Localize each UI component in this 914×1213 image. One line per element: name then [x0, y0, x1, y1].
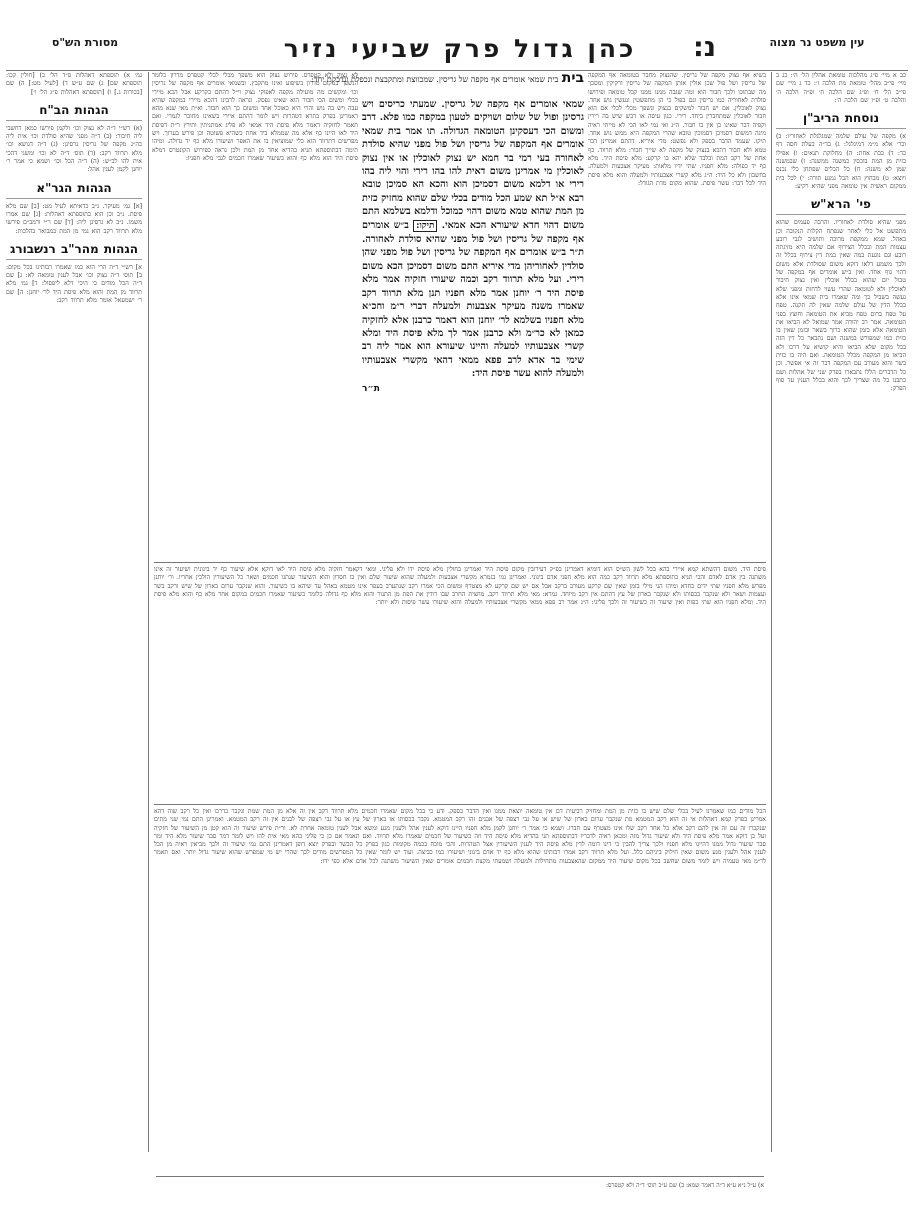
- gemara-top-text: בית שמאי אומרים אף מקפה של גריסין. שמכווצת ומתקבצת ונכפלת ונדבקת יחד:: [311, 75, 559, 84]
- rashi-commentary-lower: [154, 566, 766, 802]
- right-margin-column: [776, 72, 906, 1152]
- right-column-rule: [771, 72, 772, 1152]
- rashash-heading: הגהות מהר"ב רנשבורג: [6, 242, 142, 260]
- bach-heading: הגהות הב"ח: [6, 103, 142, 121]
- header-rule: [6, 70, 908, 71]
- piskei-text: מפני שהיא סולדת לאחוריו. והרבה פעמים שהוא מתפשט אל כלי לאחר שנפתח הקלות הנקובה וכן באהל. שמא ממקפת מרובה ותושיב לגבי רובע עצמות המת ובכלל הצירוף אם שלמה היא מזיגתה רובע וגם נוגעת במה שאין במת דין צירוף בכלל זה ולכך משמע דלאו דוקא משום שסולדת אלא משום דהוי גוף אחד. ואין ב״ש אומרים אף במקפה של טבול יום שהוא בכלל אוכלין ואין נצוק חיבור לאוכלין ולא לטומאה שהרי עשוי לדחות ומפני שלא נעשה בשביל כך ומה שאמרו בית שמאי אינו אלא בכלל הדין של עולם שלמה שאין לה תקנה. טפח על טפח ברום טפח מביא את הטומאה וחוצץ בפני הטומאה. אמר רב יהודה אמר שמואל לא הביאו את הטומאה אלא בזמן שהוא כרוך בשאר ובזמן שאין בו כזית כמו שמפורש במשנה ושם נתבאר כל דין הזה בכל מקום שלא הביאו והיא קושיא על דרכו ולא הביאו מן המקפה מכלל הטומאה. ואם היה בו כזית בשר והוא מעורב עם המקפה דבר זה אי אפשר. וכן כל הדברים הללו נתבארו בפרק שני של אהלות ושם כתבנו כל מה שצריך לכך והוא בכלל הענין עד סוף הפרק:: [776, 219, 906, 393]
- daf-number: נ:: [692, 32, 716, 63]
- gemara-end-word: ת״ר: [362, 383, 380, 394]
- ein-mishpat-label: עין משפט נר מצוה: [769, 36, 865, 49]
- masoret-text: גמ׳ א) תוספתא דאהלות פ״ד הל׳ ב) [חולין קכו: תוספתא שם] ג) שם ע״ש ד) [לעיל מט:] ה) שם [בכורות ג.] ו) [תוספתא דאהלות פ״ג הל׳ ו׳]: [6, 72, 142, 96]
- opening-word: בית: [561, 72, 584, 86]
- lower-rule: [154, 804, 766, 805]
- gemara-text-block: [362, 98, 584, 560]
- rashi-commentary-top: [588, 72, 766, 560]
- masoret-label: מסורת הש"ס: [51, 36, 119, 49]
- ein-mishpat-text: כב א מיי׳ פ״ג מהלכות טומאת אהלין הל׳ ה׳: כג ב מיי׳ פי״ב מהל׳ טומאת מת הלכה ז׳: כד ג מיי׳ שם פי״ב הל׳ ח׳ ופ״ג שם הלכה ח׳ ופ״ה הלכה ה׳ והלכה ט׳ ופ״ו שם הלכה ה׳:: [776, 72, 906, 104]
- gra-text: [א] גמ׳ מעיקר. נ״ב כדאיתא לעיל מט: [ב] שם מלא פיסת. נ״ב וכן הוא בתוספתא דאהלות: [ג] שם אמרו משמו. נ״ב לא גרסינן ליה: [ד] שם ר״י ורמב״ם פירשו מלא תרווד רקב הוא נמי מן המת כמבואר בהלכות:: [6, 202, 142, 235]
- piskei-heading: פי' הרא"ש: [776, 197, 906, 215]
- rashash-text: א] רש״י ד״ה הרי הוא כמו שאמרו רבותינו בכל מקום: ב] תוס׳ ד״ה נצוק וכו׳ אבל לענין טומאה לא: ג] שם ד״ה הכל מודים כי היכי דלא ליפסול: ד] גמ׳ מלא תרווד מן המת והוא מלא פיסת היד לר׳ יוחנן: ה] שם ר׳ ישמעאל אומר מלא תרווד רקב:: [6, 263, 142, 305]
- left-column-rule: [148, 72, 149, 1152]
- tosafot-commentary-top: [152, 72, 358, 560]
- gemara-paragraph-2: ב״ש אומרים אף מקפה של גריסין ושל פול מפני שהיא סולדת לאחורה. ת״ר ב״ש אומרים אף המקפה של גריסין ושל פול מפני שהן סולדין לאחוריהן מדי איריא התם משום דסמיכן הכא משום רירי. ועל מלא תרווד רקב וכמה שיעורו חזקיה אמר מלא פיסת היד ר׳ יוחנן אמר מלא חפניו תנן מלא תרווד רקב שאמרו משנה מעיקר אצבעות ולמעלה דברי ר״מ וחכ״א מלא חפניו בשלמא לר׳ יוחנן הוא דאמר כרבנן אלא לחזקיה כמאן לא כר״מ ולא כרבנן אמר לך מלא פיסת היד ומלא קשרי אצבעותיו למעלה והיינו שיעורא הוא אמר ליה רב שימי בר אדא לרב פפא ממאי דהאי מקשרי אצבעותיו ולמעלה להוא עשר פיסת היד:: [362, 219, 584, 380]
- footnote: א) ע״ל נ״א ע״א ד״ה דאמר שמא: ב) שם ע״ב תוס׳ ד״ה ולא קטפרס:: [605, 1182, 764, 1189]
- bach-text: (א) רש״י ד״ה לא נצוק וכו׳ ולקמן פירשו כמאן דחשבי ליה חיבור: (ב) ד״ה מפני שהיא סולדת וכו׳ אית ליה כה״ג מקפה של גריסין גרסינן: (ג) ד״ה דגושא וכו׳ מלא תרווד רקב: (ד) תוס׳ ד״ה לא וכו׳ ומשני דהכי אית להו לב״ש: (ה) ד״ה הכל וכו׳ ושמא כי אמר ר׳ יוחנן לקמן לענין אהל:: [6, 124, 142, 174]
- rashi-top-text: בשיא אף נצוק מקפה של גריסין. שהנצוק מחבר בטומאה אף המקפה של גריסין ושל פול שכן אולין אותן המקפה של גריסין ורקיקין ומסכך מה שבתוכו ולכך חבור הוא ומה שגבה ממנו ממנו קבל טומאה ופירושו סולדת לאחוריה כמו גריסין וגם בפול כי הן מתפשטין ונעשין גוש אחד. נצוק לאוכלין. אם יש חבור למשקים בנצוק ונשפך מכלי לכלי אם הוא חבור לאוכלין שמתחברין ביחד. רירי. כגון עיסה או דבש שיש בה רירין וקפיה דבר שאינו כן אין בו חבור. ה״ג ואי נמי לאו הכי לא מייתי ראיה מינה דמשום דסמיכן דסמוכין טובא שהרי המקפה היא ממש גוש אחד. תיקו. שעמד הדבר בספק ולא נפשט: מדי איריא. דהתם אמרינן דבר טמא ולא חבור דהכא בנצוק של מקפה לא שייך חבור: מלא תרווד. כף אחת של רקב המת ובלבד שלא יהא בו קרקע: מלא פיסת היד. מלא כף יד כפולה: מלא חפניו. שתי ידיו מלאות: מעיקר אצבעות ולמעלה. בחשבון ולא כל היד: ה״ג מלא קשרי אצבעותיו ולמעלה והוא מלא פיסת היד לכל דבר: עשר פיסת. שהוא מקום מדת הגודל:: [588, 72, 766, 187]
- tikun-label: תיקו:: [413, 220, 437, 232]
- tosafot-top-text: לא נצוק ולא קטפרס. פירוש נצוק הוא משפך מכלי לכלי קטפרס מדרון כלומר הנשפך במקום מדרון בשיפוע ואינו מתקבץ. ובשמאי אומרים אף מקפה של גריסין וכו׳ ומקשים מה מועילה מקפה לאפוקי נצוק וי״ל דהתם בקרקע אבל הכא מיירי בכלי ומשום הכי חבור הוא שאינו נפסק. ונראה לרבינו דהכא מיירי במקפה שהיא עבה ויש בה גוש והרי היא כאוכל אחד ומשום כך הוא חבור. וא״ת מאי שנא מהא דאמרינן בפרק בתרא דטהרות ויש לומר דהתם איירי בשאינו מחובר לגמרי. ואם תאמר לחזקיה דאמר מלא פיסת היד אמאי לא פליג אמתניתין ותירץ ר״ת דפיסת היד לאו היינו כף אלא מה שממלא ביד אחת כשהיא פשוטה וכן פירש בערוך. ויש מפרשים דתרווד הוא כלי שמוציאין בו את האפר ושיעורו מלא כף יד גדולה. ומיהו תימה דבתוספתא תניא בהדיא אחד מן המת ולכן נראה כפירוש הקונטרס דמלא פיסת היד הוא מלא כף והוא כשיעור שאמרו חכמים לגבי מלא חפניו:: [152, 72, 358, 162]
- page-title: כהן גדול פרק שביעי נזיר: [283, 34, 637, 63]
- footnote-rule: [156, 1176, 764, 1177]
- gemara-paragraph-1: שמאי אומרים אף מקפה של גריסין. שמעתי כריסים ויש גרסינן ופול של שלום ושויקים לטעון במקפה כמו פלא. דרב ומשום הכי דעסקינן הטומאה הגדולה. תו אמר בית שמאי אומרים אף המקפה של גריסין ושל פול מפני שהיא סולדת לאחורה בעי רמי בר חמא יש נצוק לאוכלין או אין נצוק לאוכלין מי אמרינן משום דאית להו בהו רירי והוי ליה בהו רירי או דלמא משום דסמיכן הוא והכא הא סמיכן טובא רבא א״ל תא שמע הכל מודים בכלי שלם שהוא מחזיק כזית מן המת שהוא טמא משום דהוי כמוכל ודלמא בשלמא התם משום דהוי חדא שיעורא הכא אמאי.: [362, 99, 584, 231]
- mid-rule: [154, 562, 766, 563]
- gra-heading: הגהות הגר"א: [6, 181, 142, 199]
- tosafot-low-text: הכל מודים כמו שאמרנו לעיל בכלי שלם שיש בו כזית מן המת ומחזיק רביעית דם אין טומאה יוצאת ממנו ואין הדבר בספק. ודע כי בכל מקום שאמרו חכמים מלא תרווד רקב אין זה אלא מן המת שמת ונקבר כדרכו ואין כל רקב שוה דהא אמרינן בפרק קמא דאהלות אי זה הוא רקב המטמא מת שנקבר ערום בארון של שיש או על גבי רצפה של אבנים זהו רקב המטמא. נקבר בכסותו או בארון של עץ או על גבי רצפה של לבנים אין זה רקב המטמא. ואמרינן התם נמי שני מתים שנקברו זה עם זה אין להם רקב אלא כל אחד רקב שלו אינו מצטרף עם חברו. ושמא כי אמר ר׳ יוחנן לקמן מלא חפניו היינו דוקא לענין אהל ולענין מגע ומשא אבל לענין טומאה אחרת לא. ור״ת פירש שיעור זה הוא קטן מן השיעור של חזקיה ועל כן דוקא אמר מלא פיסת היד ולא שיעור גדול מזה ומכאן ראיה לדבריו דבתוספתא תני בהדיא מלא פיסת היד וזה כשיעור של חכמים שאמרו מלא תרווד. ואם תאמר אם כן כי פליגי בהא מאי אית להו ויש לומר דמר סבר שיעור מלא היד ומר סבר שיעור גדול ממנו דהיינו מלא חפניו ולכך צריך להבין כי דינו דומה לדין מלא פיסת היד לענין השיעורין אצל הטהרות. והכי מוכח בכמה מקומות כגון בפרק כל הבשר ובפרק יוצא דופן דאמרינן התם נמי שיעור זה ולכך מביאין ראיה מן הכל לענין אהל ולענין מגע משום שאין חילוק ביניהם כלל. ועל מלא תרווד רקב אמרו רבותינו שהוא מלא כף יד אדם בינוני ושיעורו כמו כביצה. ועוד יש לומר שאין כל המפרשים מודים לכך שהרי יש מי שמפרש שהוא שיעור גדול יותר. ואם תאמר לר״מ מאי טעמיה ויש לומר משום שחשב בכל מקום שיעור היד ממקום שהאצבעות מתחילות ולמעלה ושמעתי מקצת חכמים אומרים שאין השיעור משתנה לכל אדם אלא כפי ידו:: [154, 808, 766, 865]
- rif-text: א) מקפה של עולם שלמה שמגלגלת לאחוריו: ב) וכר׳ אלא מ״מ דמיגלגל: ג) בד״ה בעלת חסה דף כד: ד) בבת אחת: ה) מחלוקת תנאים: ו) אפילו כזית מן המת בוכסין כמשנה ממשנה: ז) שבמשנה שמן לא משנה: ח) כל הכלים שפתחן כלי נכנס ויוצא: ט) מבחוץ הוא הכל נמנע תורה: י) לכל בית ממקום ראשית אין טומאה מפני שהיא רקיע:: [776, 133, 906, 190]
- left-margin-column: [6, 72, 142, 1152]
- tosafot-commentary-lower: [154, 808, 766, 1142]
- rif-heading: נוסחת הריב"ן: [776, 111, 906, 129]
- rashi-low-text: פיסת היד. משום דהשתא קמא איירי בהא בכל לשון הש״ס הוא דומיא דאמרינן בפ״ק דעירובין מקום פיסת היד ואמרינן בחולין מלא פיסת ידו ולא פליגי. ומאי דקאמר חזקיה מלא פיסת היד לאו דוקא אלא שיעור כף יד בינונית ושיעור זה אינו משתנה בין אדם לאדם והכי תניא בתוספתא מלא תרווד רקב כמה הוא מלא חפני אדם בינוני. ואמרינן נמי בגמרא מקשרי אצבעות ולמעלה שהוא שיעור שלם ואין בו חסרון והוא השיעור שנתנו חכמים ושאר כל השיעורין הולכין אחריו. ור׳ יוחנן מפרש מלא חפניו שתי ידים כחדא ומיהו הני מילי בזמן שאין שם קרקע מעורב ברקב אבל אם יש שם קרקע לא מצטרף ומשום הכי אמרו רקב שנתערב בעפר אינו מטמא באהל עד שיהא בו כשיעור. והוא שנקבר ערום בארון של שיש ורקב בשר ועצמות ושאר ולא שנקבר בכסותו ולא שנקבר בארון של עץ דהתם אין רקב מיוחד. גמרא: מאי מלא תרווד רקב. מחצית החרב שבו רודין את הפת מן התנור והוא מלא כף גדולה כלומר כשיעור שאמרו חכמים במקום אחר מלא כף והוא מלא פיסת היד. ומלא חפניו הוא שתי כפות ואין שיעור זה כשיעור זה ולכך פליגי: ה״ג אמר רב פפא ממאי מקשרי אצבעותיו ולמעלה והוא שיעורו עשר פיסות ולא יותר:: [154, 566, 766, 607]
